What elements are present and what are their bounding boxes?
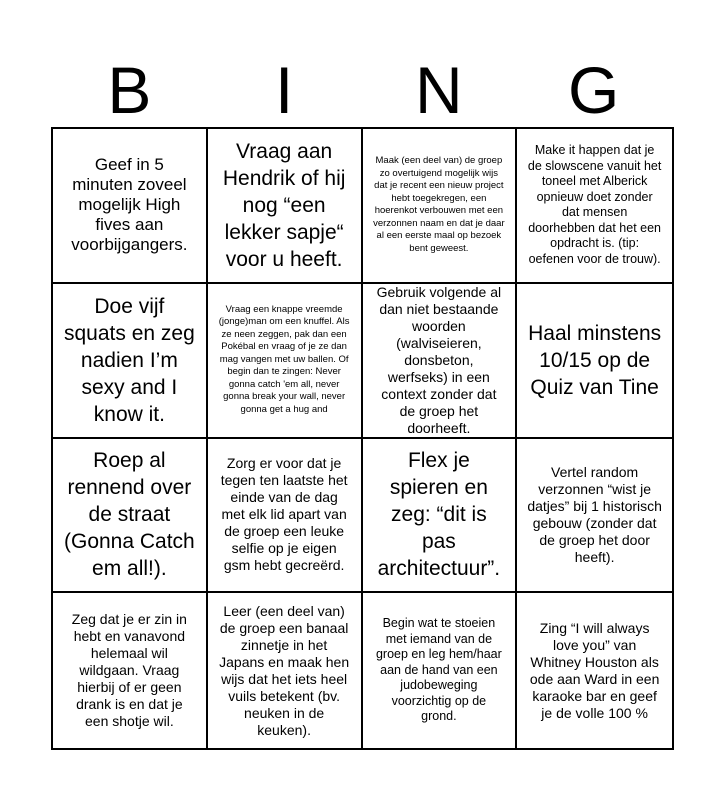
cell-text: Make it happen dat je de slowscene vanuit het toneel met Alberick opnieuw doet zonder dat mensen doorhebben dat het een opdracht is. (tip: oefenen voor de trouw). [527, 143, 662, 266]
bingo-cell[interactable] [363, 439, 518, 594]
cell-text: Vertel random verzonnen “wist je datjes” bij 1 historisch gebouw (zonder dat de groep het door heeft). [527, 463, 662, 565]
cell-text: Begin wat te stoeien met iemand van de groep en leg hem/haar aan de hand van een judobeweging voorzichtig op de grond. [375, 616, 502, 724]
bingo-cell[interactable] [363, 129, 518, 284]
cell-text: Zeg dat je er zin in hebt en vanavond helemaal wil wildgaan. Vraag hierbij of er geen drank is en dat je een shotje wil. [71, 611, 187, 730]
bingo-cell[interactable] [53, 593, 208, 748]
cell-text: Geef in 5 minuten zoveel mogelijk High fives aan voorbijgangers. [71, 155, 188, 255]
bingo-cell[interactable] [208, 439, 363, 594]
cell-text: Maak (een deel van) de groep zo overtuigend mogelijk wijs dat je recent een nieuw project hebt toegekregen, een hoerenkot verbouwen met een verzonnen naam en dat je daar al een eerste maal op bezoek bent geweest. [373, 155, 505, 254]
title-letter-g: G [567, 53, 620, 127]
bingo-cell[interactable] [517, 439, 672, 594]
cell-text: Zing “I will always love you” van Whitney Houston als ode aan Ward in een karaoke bar en geef je de volle 100 % [529, 619, 660, 721]
bingo-title [52, 55, 671, 125]
cell-text: Leer (een deel van) de groep een banaal zinnetje in het Japans en maak hen wijs dat het iets heel vuils betekent (bv. neuken in de keuken). [219, 602, 350, 738]
cell-text: Roep al rennend over de straat (Gonna Catch em all!). [64, 449, 195, 581]
title-letter-b: B [107, 53, 152, 127]
cell-text: Zorg er voor dat je tegen ten laatste het einde van de dag met elk lid apart van de groep een leuke selfie op je eigen gsm hebt gecreërd. [220, 455, 348, 574]
title-letter-i: I [274, 53, 294, 127]
cell-text: Vraag een knappe vreemde (jonge)man om een knuffel. Als ze neen zeggen, pak dan een Pokébal en vraag of je ze dan mag vangen met uw ballen. Of begin dan te zingen: Never gonna catch 'em all, never gonna break your wall, never gonna get a hug and [218, 303, 350, 415]
bingo-cell[interactable] [208, 593, 363, 748]
bingo-cell[interactable] [208, 129, 363, 284]
cell-text: Gebruik volgende al dan niet bestaande woorden (walviseieren, donsbeton, werfseks) in een context zonder dat de groep het doorheeft. [376, 283, 502, 436]
cell-text: Haal minstens 10/15 op de Quiz van Tine [528, 321, 662, 399]
cell-text: Doe vijf squats en zeg nadien I’m sexy and I know it. [63, 294, 195, 426]
bingo-cell[interactable] [53, 439, 208, 594]
bingo-cell[interactable] [517, 129, 672, 284]
bingo-grid [51, 127, 674, 750]
bingo-cell[interactable] [517, 284, 672, 439]
bingo-cell[interactable] [517, 593, 672, 748]
cell-text: Flex je spieren en zeg: “dit is pas architectuur”. [377, 449, 501, 581]
bingo-cell[interactable] [53, 129, 208, 284]
bingo-cell[interactable] [208, 284, 363, 439]
bingo-cell[interactable] [363, 284, 518, 439]
cell-text: Vraag aan Hendrik of hij nog “een lekker sapje“ voor u heeft. [222, 139, 346, 271]
bingo-cell[interactable] [363, 593, 518, 748]
title-letter-n: N [415, 53, 463, 127]
bingo-cell[interactable] [53, 284, 208, 439]
